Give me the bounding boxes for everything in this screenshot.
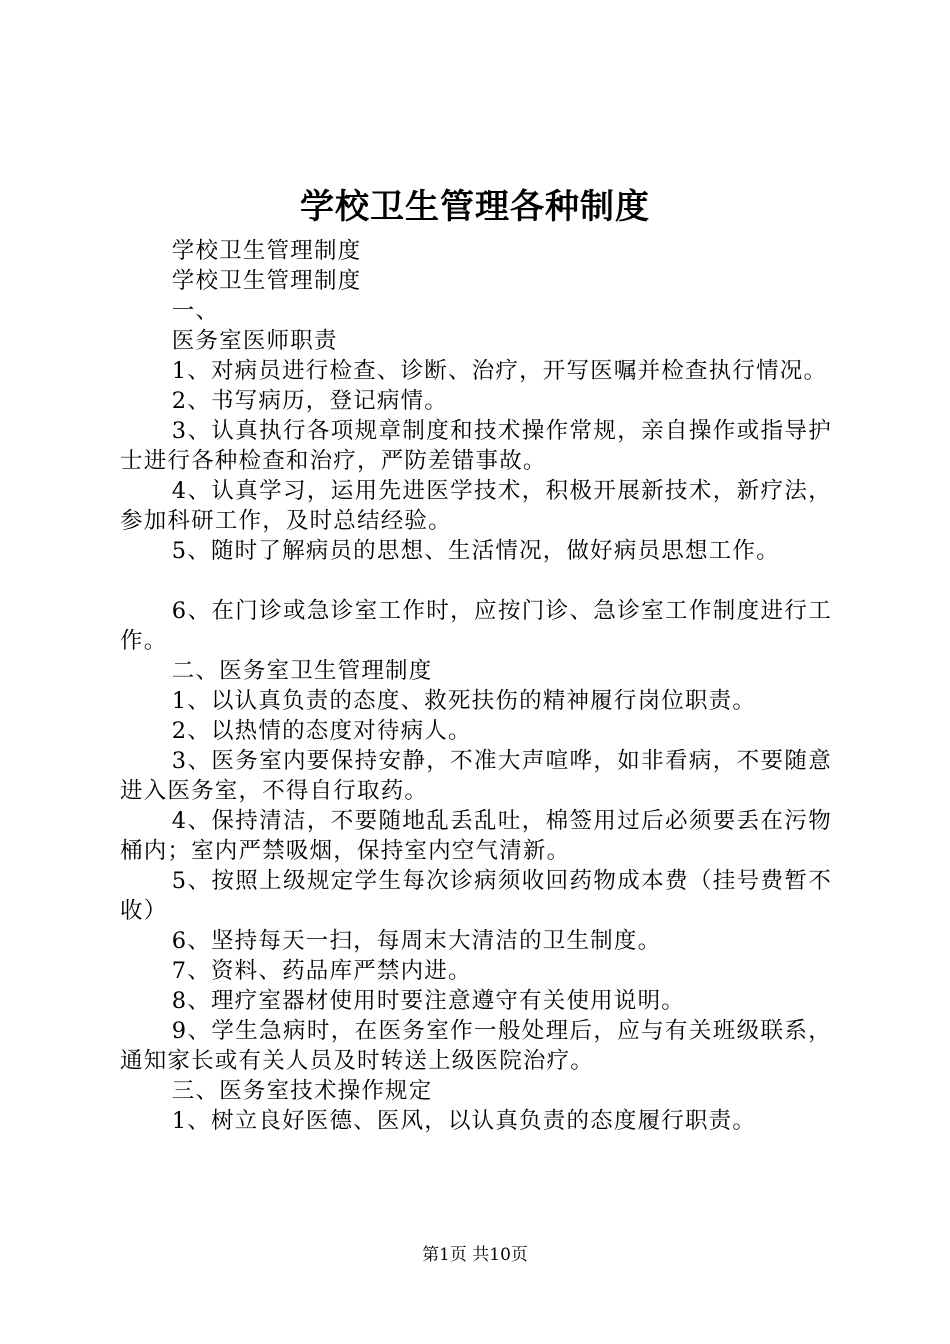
paragraph-2: 学校卫生管理制度	[171, 268, 362, 294]
paragraph-19: 8、理疗室器材使用时要注意遵守有关使用说明。	[171, 988, 685, 1014]
paragraph-14: 3、医务室内要保持安静，不准大声喧哗，如非看病，不要随意进入医务室，不得自行取药。	[120, 748, 832, 804]
paragraph-16: 5、按照上级规定学生每次诊病须收回药物成本费（挂号费暂不收）	[120, 868, 832, 924]
paragraph-17: 6、坚持每天一扫，每周末大清洁的卫生制度。	[171, 928, 662, 954]
paragraph-9: 5、随时了解病员的思想、生活情况，做好病员思想工作。	[171, 538, 780, 564]
paragraph-15: 4、保持清洁，不要随地乱丢乱吐，棉签用过后必须要丢在污物桶内；室内严禁吸烟，保持室内空气清新。	[120, 808, 832, 864]
page-footer: 第1页 共10页	[422, 1245, 528, 1265]
paragraph-6: 2、书写病历，登记病情。	[171, 388, 448, 414]
document-title: 学校卫生管理各种制度	[300, 187, 650, 227]
paragraph-7: 3、认真执行各项规章制度和技术操作常规，亲自操作或指导护士进行各种检查和治疗，严防差错事故。	[120, 418, 832, 474]
paragraph-1: 学校卫生管理制度	[171, 238, 362, 264]
paragraph-13: 2、以热情的态度对待病人。	[171, 718, 472, 744]
paragraph-10: 6、在门诊或急诊室工作时，应按门诊、急诊室工作制度进行工作。	[120, 598, 832, 654]
paragraph-4: 医务室医师职责	[171, 328, 338, 354]
paragraph-12: 1、以认真负责的态度、救死扶伤的精神履行岗位职责。	[171, 688, 757, 714]
paragraph-5: 1、对病员进行检查、诊断、治疗，开写医嘱并检查执行情况。	[171, 358, 828, 384]
paragraph-18: 7、资料、药品库严禁内进。	[171, 958, 472, 984]
paragraph-3: 一、	[171, 298, 220, 324]
paragraph-8: 4、认真学习，运用先进医学技术，积极开展新技术，新疗法，参加科研工作，及时总结经验。	[120, 478, 832, 534]
paragraph-11: 二、医务室卫生管理制度	[171, 658, 433, 684]
paragraph-21: 三、医务室技术操作规定	[171, 1078, 433, 1104]
paragraph-22: 1、树立良好医德、医风，以认真负责的态度履行职责。	[171, 1108, 757, 1134]
paragraph-20: 9、学生急病时，在医务室作一般处理后，应与有关班级联系，通知家长或有关人员及时转送上级医院治疗。	[120, 1018, 832, 1074]
document-body	[120, 236, 832, 1136]
